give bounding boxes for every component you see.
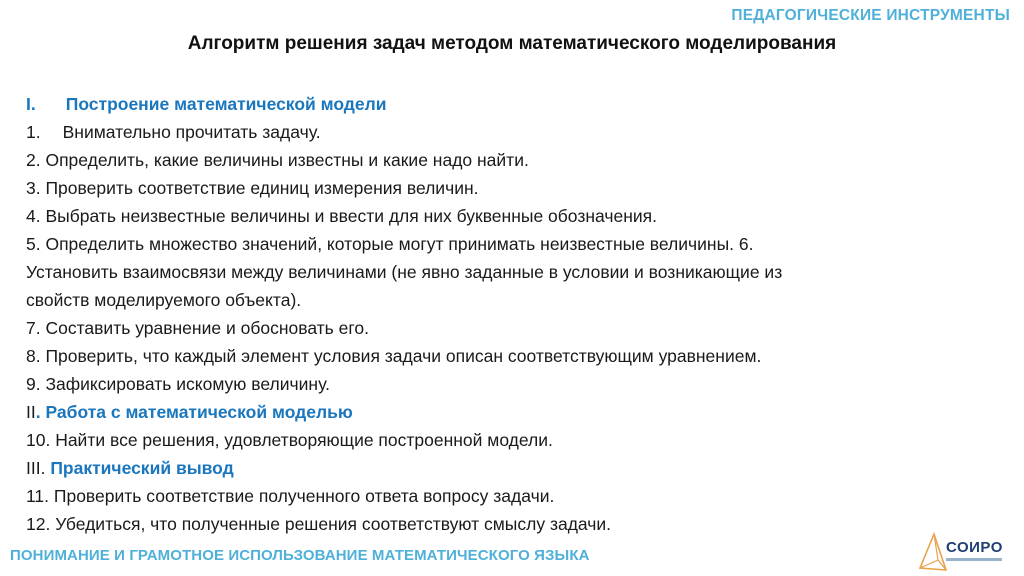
soiro-logo [916,530,1008,574]
step-11: 11. Проверить соответствие полученного ответа вопросу задачи. [26,486,555,506]
section-2-heading [26,398,1006,426]
step-8: 8. Проверить, что каждый элемент условия задачи описан соответствующим уравнением. [26,346,762,366]
section-2-roman: II [26,402,36,422]
step-3: 3. Проверить соответствие единиц измерения величин. [26,178,479,198]
step-6-line-1: Установить взаимосвязи между величинами (не явно заданные в условии и возникающие из [26,262,783,282]
logo-text: СОИРО [946,539,1003,556]
footer-tag: ПОНИМАНИЕ И ГРАМОТНОЕ ИСПОЛЬЗОВАНИЕ МАТЕМАТИЧЕСКОГО ЯЗЫКА [10,547,590,564]
step-1-text: Внимательно прочитать задачу. [62,122,321,142]
step-1-number: 1. [26,122,41,142]
step-4: 4. Выбрать неизвестные величины и ввести для них буквенные обозначения. [26,206,657,226]
page-title: Алгоритм решения задач методом математического моделирования [187,33,837,54]
algorithm-content [26,90,1006,538]
logo-underline [946,558,1002,561]
section-1-roman: I. [26,94,36,114]
step-6-line-2: свойств моделируемого объекта). [26,290,302,310]
step-12: 12. Убедиться, что полученные решения соответствуют смыслу задачи. [26,514,612,534]
step-1 [26,118,1006,146]
step-2: 2. Определить, какие величины известны и какие надо найти. [26,150,529,170]
section-3-heading [26,454,1006,482]
step-9: 9. Зафиксировать искомую величину. [26,374,330,394]
step-7: 7. Составить уравнение и обосновать его. [26,318,369,338]
header-tag: ПЕДАГОГИЧЕСКИЕ ИНСТРУМЕНТЫ [731,7,1010,24]
step-5: 5. Определить множество значений, которые могут принимать неизвестные величины. 6. [26,234,754,254]
section-3-title: Практический вывод [50,458,234,478]
section-2-title: . Работа с математической моделью [35,402,353,422]
section-1-title: Построение математической модели [65,94,387,114]
step-10: 10. Найти все решения, удовлетворяющие построенной модели. [26,430,553,450]
section-1-heading [26,90,1006,118]
section-3-roman: III. [26,458,46,478]
